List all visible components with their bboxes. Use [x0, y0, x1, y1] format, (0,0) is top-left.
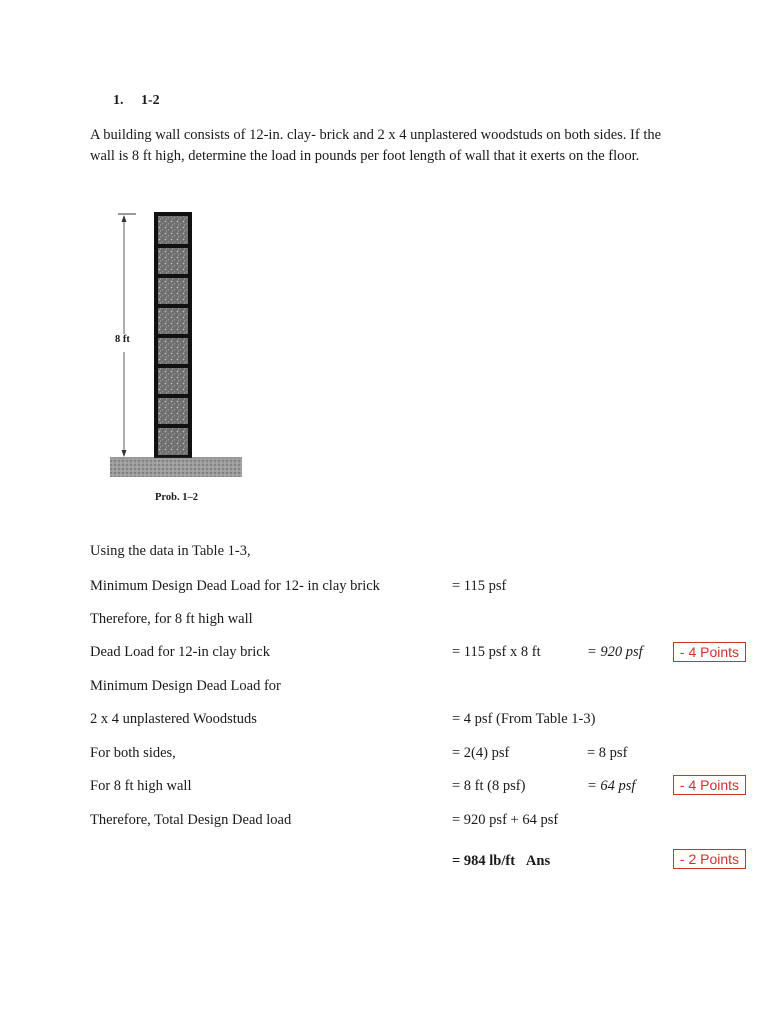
answer-value: = 984 lb/ft: [452, 853, 516, 869]
wall-diagram: [110, 208, 245, 483]
row-label: For 8 ft high wall: [90, 778, 192, 794]
row-equation: = 8 ft (8 psf): [452, 778, 526, 794]
dimension-arrow-top: [122, 215, 127, 222]
figure-caption: Prob. 1–2: [155, 492, 198, 503]
row-result: = 8 psf: [587, 745, 628, 761]
points-badge: - 4 Points: [673, 642, 746, 662]
row-label: Minimum Design Dead Load for: [90, 678, 281, 694]
problem-id: 1-2: [141, 93, 160, 108]
row-label: Dead Load for 12-in clay brick: [90, 644, 270, 660]
dimension-arrow-bottom: [122, 450, 127, 457]
row-label: 2 x 4 unplastered Woodstuds: [90, 711, 257, 727]
row-result: = 64 psf: [587, 778, 636, 794]
wall-figure: [110, 208, 245, 483]
points-badge: - 2 Points: [673, 849, 746, 869]
row-result: = 920 psf: [587, 644, 643, 660]
row-equation: = 920 psf + 64 psf: [452, 812, 559, 828]
row-equation: = 4 psf (From Table 1-3): [452, 711, 596, 727]
row-equation: = 115 psf x 8 ft: [452, 644, 541, 660]
answer-line: [452, 853, 550, 870]
problem-number: 1.: [113, 93, 124, 108]
row-label: Therefore, for 8 ft high wall: [90, 611, 253, 627]
problem-heading: [113, 93, 160, 109]
row-label: For both sides,: [90, 745, 176, 761]
ground-hatch: [110, 459, 242, 477]
height-label: 8 ft: [115, 334, 130, 345]
row-label: Therefore, Total Design Dead load: [90, 812, 292, 828]
solution-intro: Using the data in Table 1-3,: [90, 543, 251, 559]
points-badge: - 4 Points: [673, 775, 746, 795]
answer-label: Ans: [525, 853, 551, 869]
row-equation: = 115 psf: [452, 578, 507, 594]
problem-statement: A building wall consists of 12-in. clay- brick and 2 x 4 unplastered woodstuds on both sides. If the wall is 8 ft high, determine the load in pounds per foot length of wall that it exerts on the floor.: [90, 127, 662, 164]
row-equation: = 2(4) psf: [452, 745, 510, 761]
row-label: Minimum Design Dead Load for 12- in clay brick: [90, 578, 380, 594]
